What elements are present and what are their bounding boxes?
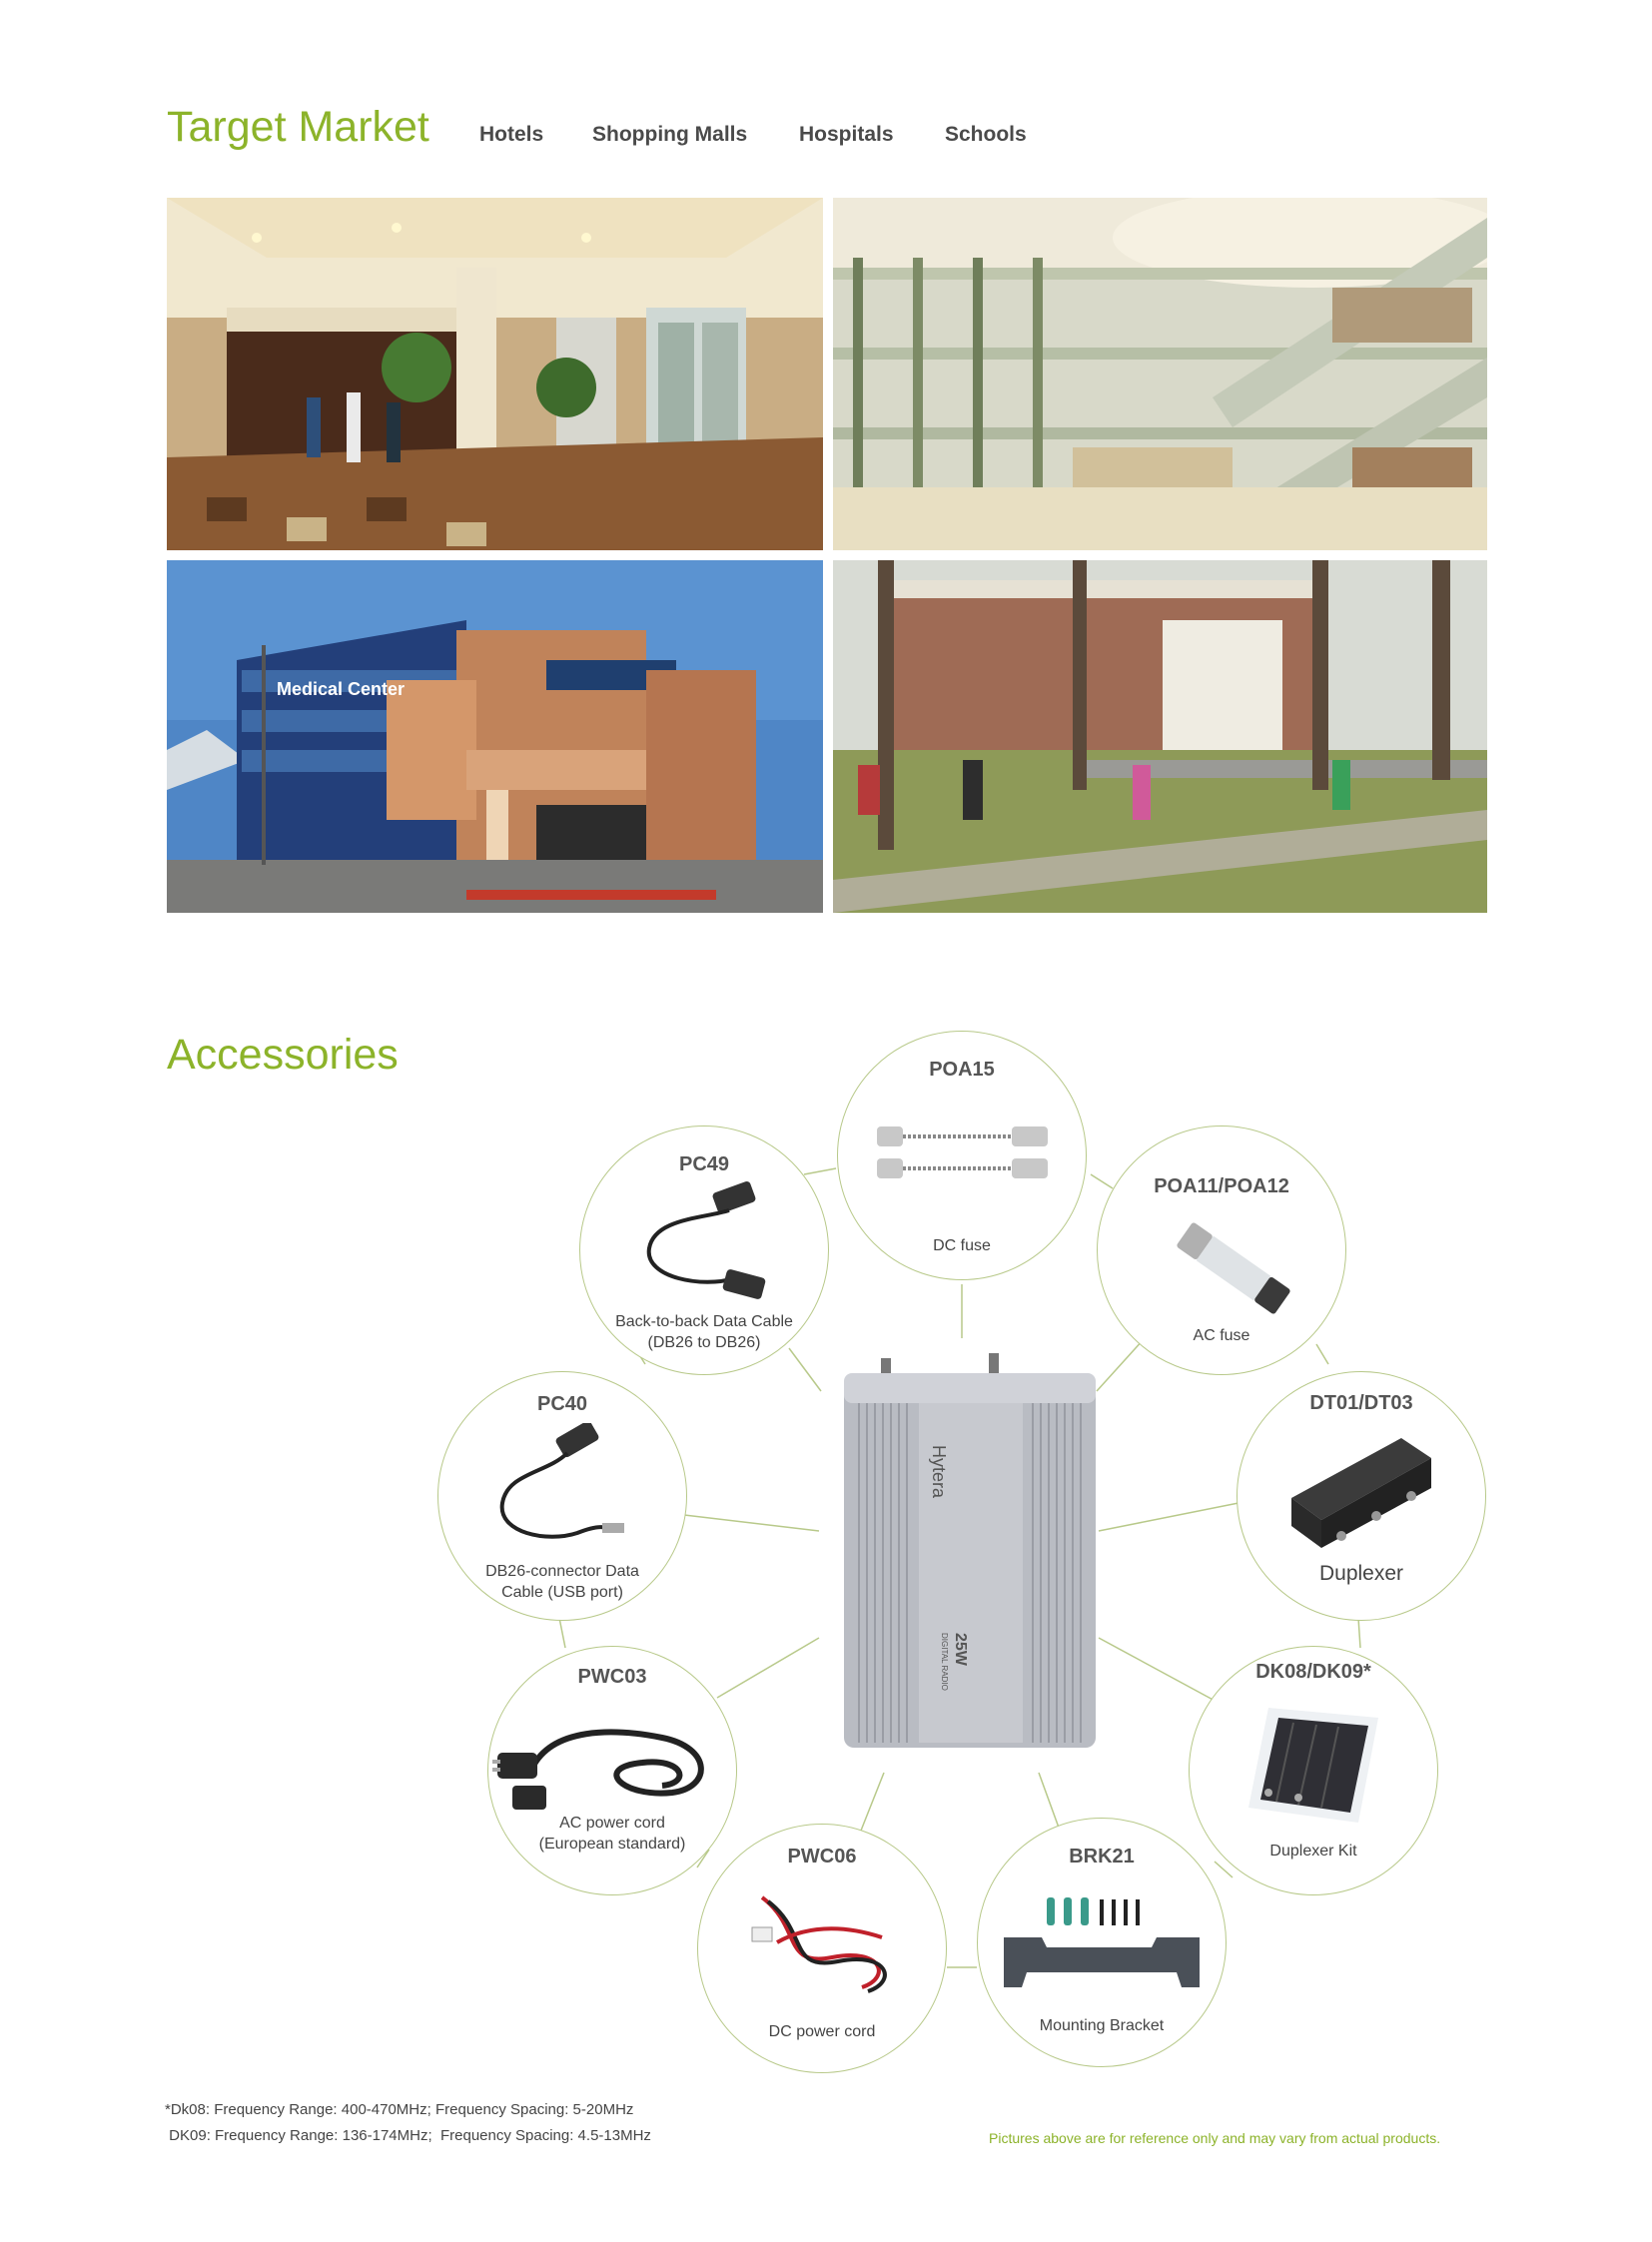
accessory-desc: DC power cord: [768, 2023, 876, 2040]
dc-fuse-image: [872, 1119, 1052, 1188]
accessory-code: BRK21: [1069, 1846, 1135, 1868]
accessories-title: Accessories: [167, 1031, 399, 1079]
device-brand-label: Hytera: [929, 1445, 949, 1499]
accessory-code: POA15: [929, 1059, 995, 1081]
accessory-code: PWC03: [577, 1666, 647, 1688]
ac-fuse-image: [1169, 1213, 1298, 1323]
db26-usb-cable-image: [487, 1423, 627, 1553]
back-to-back-cable-image: [634, 1178, 774, 1308]
accessory-desc: Mounting Bracket: [1039, 2017, 1165, 2034]
tab-hospitals[interactable]: Hospitals: [799, 123, 894, 146]
accessory-code: PC49: [678, 1153, 730, 1175]
accessory-code: PWC06: [787, 1846, 857, 1868]
accessory-code: DT01/DT03: [1309, 1392, 1413, 1414]
repeater-device-image: [839, 1353, 1101, 1753]
ac-power-cord-image: [492, 1708, 712, 1818]
tab-schools[interactable]: Schools: [945, 123, 1027, 146]
footnote-dk08: *Dk08: Frequency Range: 400-470MHz; Frequency Spacing: 5-20MHz: [165, 2101, 634, 2118]
accessory-desc: Back-to-back Data Cable (DB26 to DB26): [615, 1313, 793, 1351]
svg-text:Medical Center: Medical Center: [277, 679, 406, 699]
accessory-code: POA11/POA12: [1154, 1175, 1289, 1197]
duplexer-kit-image: [1239, 1698, 1388, 1828]
footnote-dk09: DK09: Frequency Range: 136-174MHz; Frequency Spacing: 4.5-13MHz: [165, 2127, 651, 2144]
accessory-desc: DC fuse: [933, 1237, 991, 1254]
accessory-desc: Duplexer: [1318, 1562, 1404, 1585]
accessory-code: PC40: [536, 1393, 588, 1415]
accessory-desc: Duplexer Kit: [1269, 1843, 1357, 1860]
mounting-bracket-image: [1002, 1892, 1202, 2002]
target-market-title: Target Market: [167, 103, 429, 151]
accessory-desc: AC fuse: [1193, 1327, 1250, 1344]
device-model-line2: 25W: [952, 1633, 969, 1666]
accessory-code: DK08/DK09*: [1255, 1661, 1371, 1683]
tab-hotels[interactable]: Hotels: [479, 123, 544, 146]
duplexer-image: [1281, 1428, 1441, 1548]
device-model-line1: DIGITAL RADIO: [940, 1633, 949, 1691]
disclaimer: Pictures above are for reference only and may vary from actual products.: [989, 2130, 1441, 2146]
tab-shopping-malls[interactable]: Shopping Malls: [592, 123, 748, 146]
accessory-desc: DB26-connector Data Cable (USB port): [485, 1563, 639, 1601]
accessory-desc: AC power cord (European standard): [538, 1815, 686, 1853]
dc-power-cord-image: [742, 1887, 902, 1997]
